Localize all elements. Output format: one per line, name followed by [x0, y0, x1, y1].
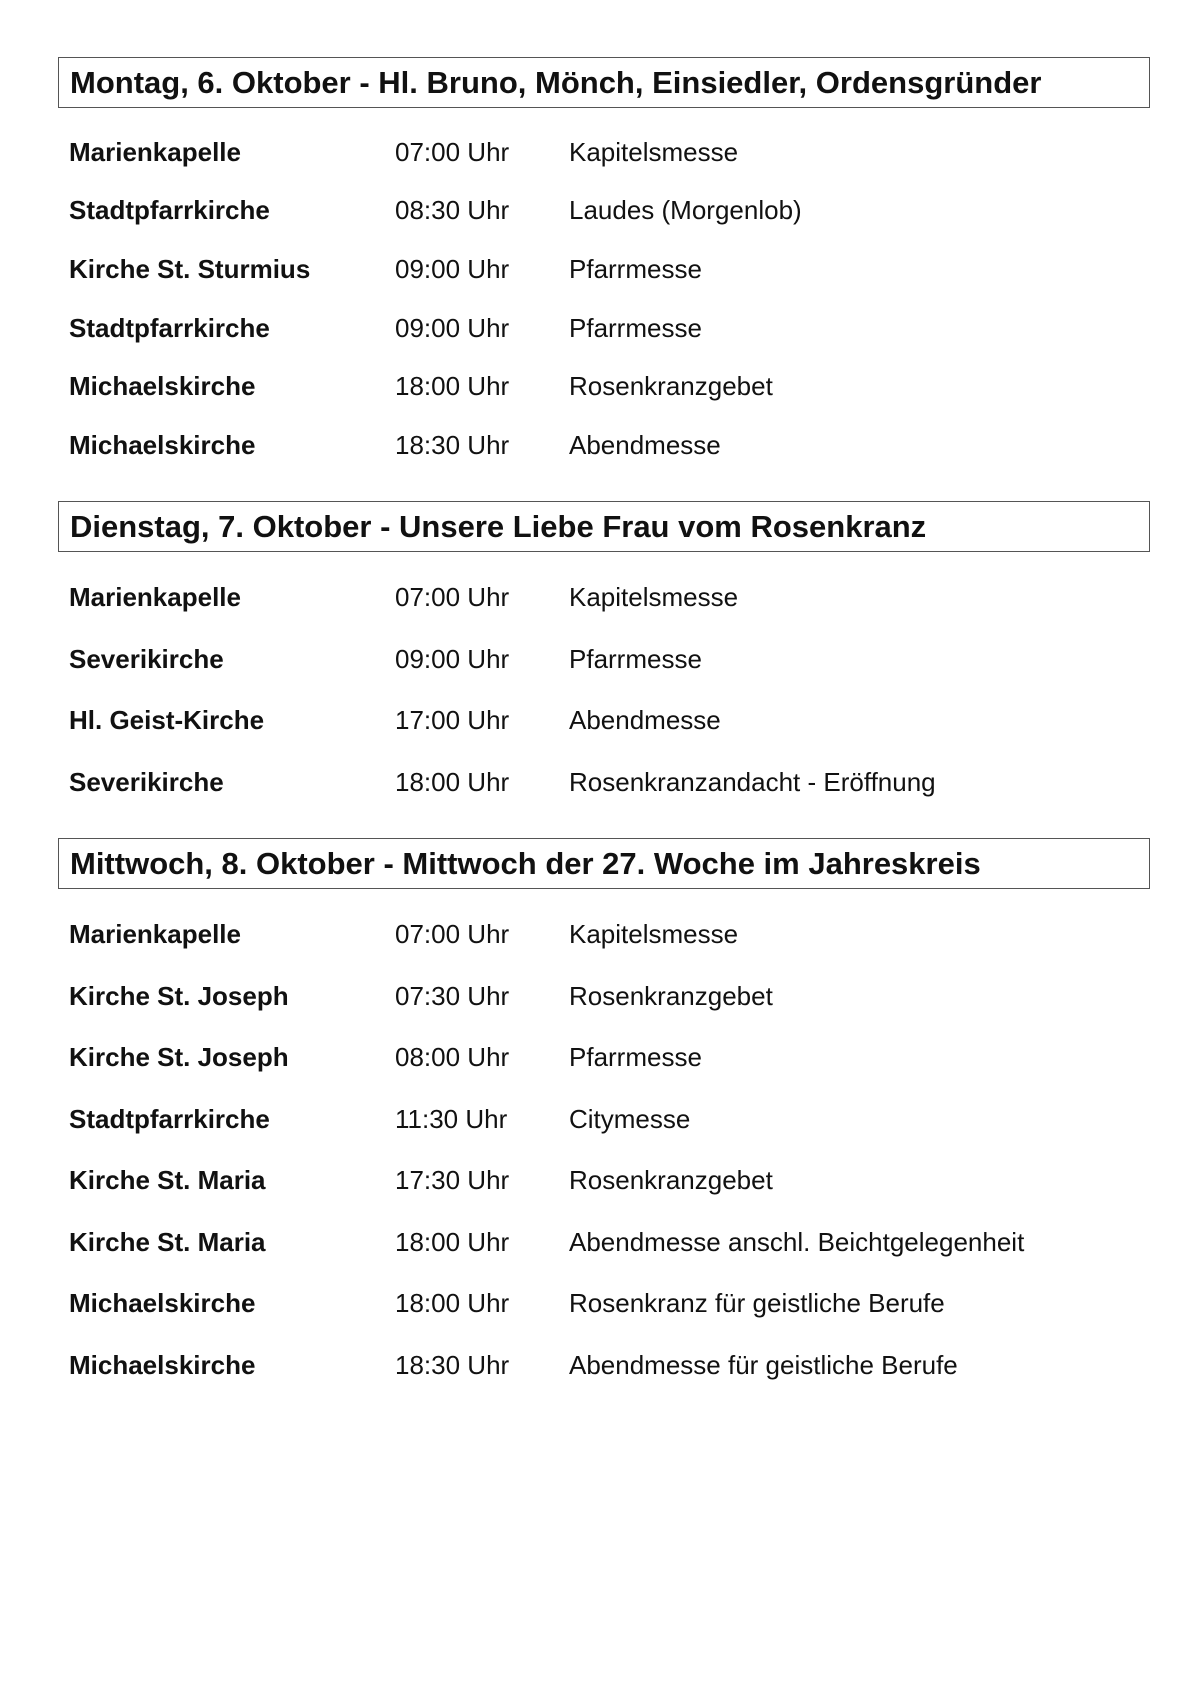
event-row	[58, 182, 1150, 241]
day-header: Dienstag, 7. Oktober - Unsere Liebe Frau vom Rosenkranz	[58, 501, 1150, 552]
event-location: Michaelskirche	[69, 1349, 256, 1380]
event-time: 08:00 Uhr	[395, 1042, 510, 1073]
event-time: 09:00 Uhr	[395, 643, 510, 674]
event-row	[58, 1212, 1150, 1274]
event-time: 18:00 Uhr	[395, 1288, 510, 1319]
event-title: Pfarrmesse	[569, 643, 702, 674]
event-location: Michaelskirche	[69, 429, 256, 460]
day-header: Mittwoch, 8. Oktober - Mittwoch der 27. Woche im Jahreskreis	[58, 838, 1150, 889]
day-section-montag	[58, 57, 1150, 475]
day-section-mittwoch	[58, 838, 1150, 1396]
event-time: 18:00 Uhr	[395, 766, 510, 797]
event-row	[58, 1150, 1150, 1212]
event-row	[58, 567, 1150, 629]
event-time: 18:00 Uhr	[395, 1226, 510, 1257]
event-row	[58, 1273, 1150, 1335]
event-title: Kapitelsmesse	[569, 919, 739, 950]
event-list	[58, 567, 1150, 813]
event-location: Kirche St. Sturmius	[69, 253, 311, 284]
event-row	[58, 357, 1150, 416]
event-row	[58, 1027, 1150, 1089]
event-row	[58, 904, 1150, 966]
event-title: Rosenkranzandacht - Eröffnung	[569, 766, 936, 797]
event-location: Severikirche	[69, 643, 224, 674]
event-row	[58, 240, 1150, 299]
event-location: Severikirche	[69, 766, 224, 797]
event-location: Stadtpfarrkirche	[69, 195, 270, 226]
day-header: Montag, 6. Oktober - Hl. Bruno, Mönch, Einsiedler, Ordensgründer	[58, 57, 1150, 108]
event-title: Pfarrmesse	[569, 312, 702, 343]
event-location: Hl. Geist-Kirche	[69, 705, 265, 736]
event-time: 07:00 Uhr	[395, 582, 510, 613]
event-location: Kirche St. Maria	[69, 1165, 266, 1196]
event-time: 17:00 Uhr	[395, 705, 510, 736]
event-location: Kirche St. Maria	[69, 1226, 266, 1257]
event-title: Abendmesse für geistliche Berufe	[569, 1349, 958, 1380]
event-title: Rosenkranzgebet	[569, 1165, 773, 1196]
event-row	[58, 629, 1150, 691]
event-title: Rosenkranz für geistliche Berufe	[569, 1288, 945, 1319]
event-row	[58, 416, 1150, 475]
event-location: Michaelskirche	[69, 1288, 256, 1319]
event-title: Laudes (Morgenlob)	[569, 195, 802, 226]
event-title: Abendmesse anschl. Beichtgelegenheit	[569, 1226, 1025, 1257]
event-title: Abendmesse	[569, 429, 721, 460]
event-time: 07:30 Uhr	[395, 980, 510, 1011]
event-time: 18:00 Uhr	[395, 371, 510, 402]
event-time: 07:00 Uhr	[395, 919, 510, 950]
event-row	[58, 690, 1150, 752]
event-time: 08:30 Uhr	[395, 195, 510, 226]
event-title: Kapitelsmesse	[569, 136, 739, 167]
event-location: Stadtpfarrkirche	[69, 312, 270, 343]
event-title: Citymesse	[569, 1103, 691, 1134]
day-section-dienstag	[58, 501, 1150, 813]
event-location: Kirche St. Joseph	[69, 1042, 289, 1073]
event-title: Abendmesse	[569, 705, 721, 736]
event-row	[58, 966, 1150, 1028]
event-row	[58, 299, 1150, 358]
event-list	[58, 123, 1150, 475]
event-time: 09:00 Uhr	[395, 312, 510, 343]
event-time: 18:30 Uhr	[395, 1349, 510, 1380]
event-row	[58, 1335, 1150, 1397]
event-time: 07:00 Uhr	[395, 136, 510, 167]
event-list	[58, 904, 1150, 1396]
event-time: 09:00 Uhr	[395, 253, 510, 284]
event-row	[58, 123, 1150, 182]
event-location: Marienkapelle	[69, 919, 241, 950]
event-location: Michaelskirche	[69, 371, 256, 402]
event-row	[58, 1089, 1150, 1151]
event-time: 11:30 Uhr	[395, 1103, 508, 1134]
event-location: Kirche St. Joseph	[69, 980, 289, 1011]
event-time: 17:30 Uhr	[395, 1165, 510, 1196]
event-location: Stadtpfarrkirche	[69, 1103, 270, 1134]
event-title: Kapitelsmesse	[569, 582, 739, 613]
event-time: 18:30 Uhr	[395, 429, 510, 460]
event-location: Marienkapelle	[69, 136, 241, 167]
event-title: Pfarrmesse	[569, 253, 702, 284]
event-title: Rosenkranzgebet	[569, 980, 773, 1011]
event-location: Marienkapelle	[69, 582, 241, 613]
event-row	[58, 752, 1150, 814]
event-title: Pfarrmesse	[569, 1042, 702, 1073]
event-title: Rosenkranzgebet	[569, 371, 773, 402]
